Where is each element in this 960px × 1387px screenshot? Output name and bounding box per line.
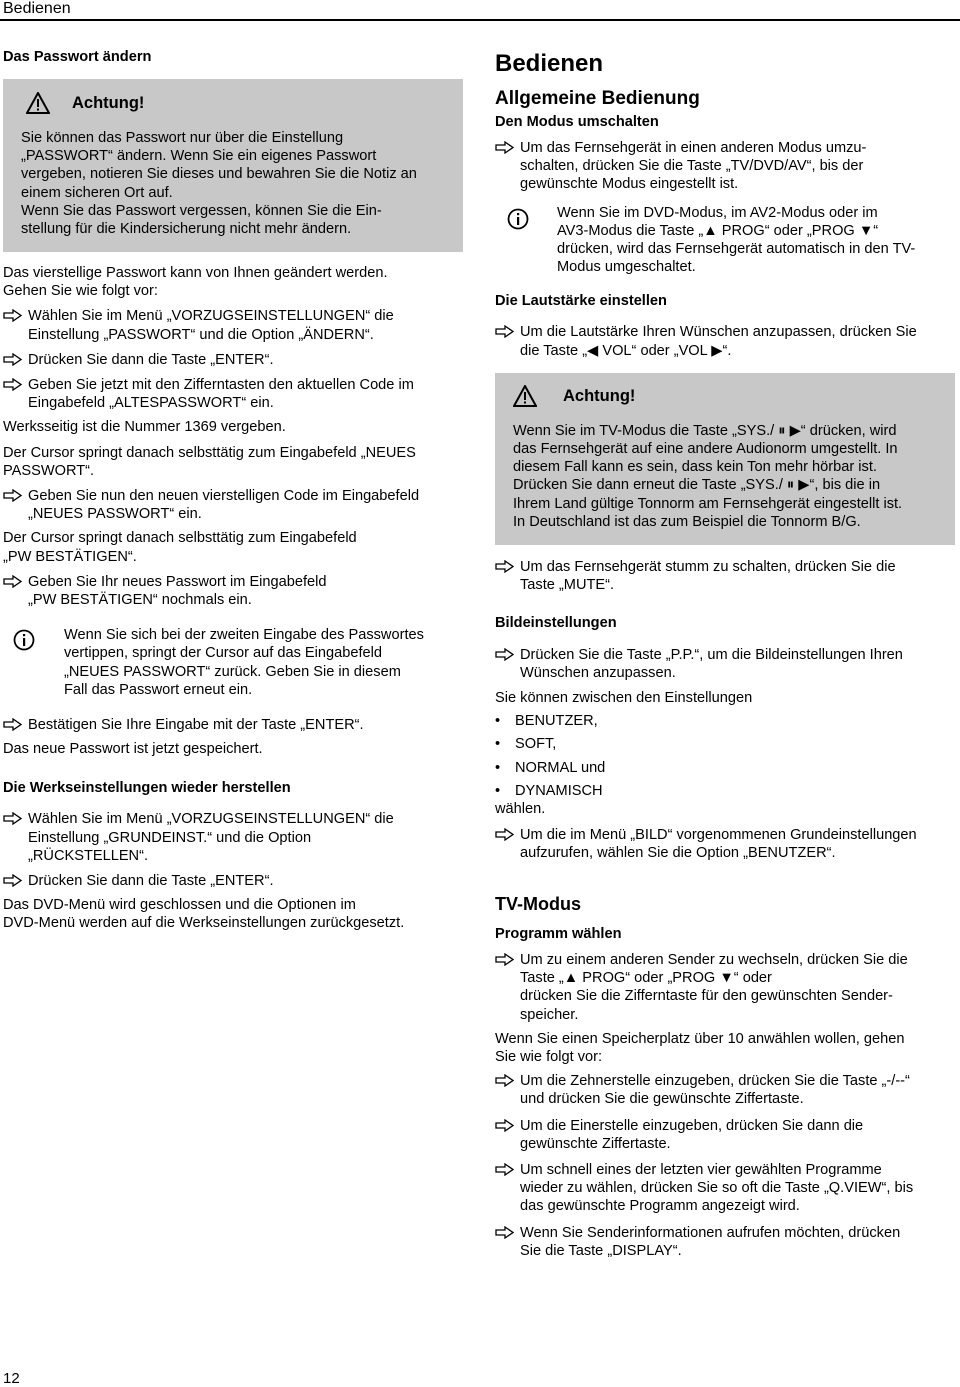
step-confirm-password: Geben Sie Ihr neues Passwort im Eingabefeld „PW BESTÄTIGEN“ nochmals ein. (3, 573, 465, 609)
info-icon (13, 629, 35, 651)
list-item: • NORMAL und (495, 759, 606, 776)
step-reset-select: Wählen Sie im Menü „VORZUGSEINSTELLUNGEN“ die Einstellung „GRUNDEINST.“ und die Option „RÜCKSTELLEN“. (3, 810, 465, 865)
info-note-retry: Wenn Sie sich bei der zweiten Eingabe des Passwortes vertippen, springt der Cursor auf das Eingabefeld „NEUES PASSWORT“ zurück. Geben Sie in diesem Fall das Passwort erneut ein. (3, 626, 465, 699)
info-note-mode: Wenn Sie im DVD-Modus, im AV2-Modus oder im AV3-Modus die Taste „▲ PROG“ oder „PROG ▼“ drücken, wird das Fernsehgerät automatisch in den TV- Modus umgeschaltet. (495, 204, 957, 277)
info-icon (507, 208, 529, 230)
left-column (3, 48, 465, 933)
arrow-right-icon (3, 812, 22, 825)
warning-triangle-icon (513, 385, 537, 407)
intro-paragraph: Das vierstellige Passwort kann von Ihnen geändert werden. Gehen Sie wie folgt vor: (3, 265, 388, 300)
title-mode-switch: Den Modus umschalten (495, 114, 659, 130)
step-program-tens: Um die Zehnerstelle einzugeben, drücken Sie die Taste „-/--“ und drücken Sie die gewünschte Ziffertaste. (495, 1072, 957, 1108)
warning-triangle-icon (26, 92, 50, 114)
step-enter-new-code: Geben Sie nun den neuen vierstelligen Code im Eingabefeld „NEUES PASSWORT“ ein. (3, 487, 465, 523)
warning-heading: Achtung! (26, 92, 144, 114)
title-program: Programm wählen (495, 925, 622, 942)
step-picture: Drücken Sie die Taste „P.P.“, um die Bildeinstellungen Ihren Wünschen anzupassen. (495, 646, 957, 682)
note-cursor-new: Der Cursor springt danach selbsttätig zum Eingabefeld „NEUES PASSWORT“. (3, 444, 416, 479)
arrow-right-icon (3, 309, 22, 322)
note-reset: Das DVD-Menü wird geschlossen und die Optionen im DVD-Menü werden auf die Werkseinstellungen zurückgesetzt. (3, 897, 405, 932)
page-number: 12 (3, 1370, 20, 1387)
subheading-general: Allgemeine Bedienung (495, 88, 700, 109)
arrow-right-icon (495, 1163, 514, 1176)
step-reset-enter: Drücken Sie dann die Taste „ENTER“. (3, 872, 465, 890)
picture-intro: Sie können zwischen den Einstellungen (495, 689, 753, 706)
arrow-right-icon (3, 874, 22, 887)
step-program-units: Um die Einerstelle einzugeben, drücken Sie dann die gewünschte Ziffertaste. (495, 1117, 957, 1153)
arrow-right-icon (3, 353, 22, 366)
arrow-right-icon (3, 378, 22, 391)
arrow-right-icon (495, 648, 514, 661)
program-note: Wenn Sie einen Speicherplatz über 10 anwählen wollen, gehen Sie wie folgt vor: (495, 1030, 905, 1065)
section-title-reset: Die Werkseinstellungen wieder herstellen (3, 780, 291, 797)
step-enter-old-code: Geben Sie jetzt mit den Zifferntasten den aktuellen Code im Eingabefeld „ALTESPASSWORT“ ein. (3, 376, 465, 412)
warning-heading: Achtung! (513, 385, 635, 407)
step-program-qview: Um schnell eines der letzten vier gewählten Programme wieder zu wählen, drücken Sie so oft die Taste „Q.VIEW“, bis das gewünschte Programm angezeigt wird. (495, 1161, 957, 1216)
step-mode-switch: Um das Fernsehgerät in einen anderen Modus umzu- schalten, drücken Sie die Taste „TV/DVD/AV“, bis der gewünschte Modus eingestellt ist. (495, 139, 957, 194)
step-mute: Um das Fernsehgerät stumm zu schalten, drücken Sie die Taste „MUTE“. (495, 558, 957, 594)
section-title-password: Das Passwort ändern (3, 49, 152, 65)
list-item: • BENUTZER, (495, 712, 598, 729)
title-picture: Bildeinstellungen (495, 615, 617, 632)
arrow-right-icon (495, 1074, 514, 1087)
page-header-title: Bedienen (3, 0, 71, 17)
warning-text: Wenn Sie im TV-Modus die Taste „SYS./ ⏸ ▶“ drücken, wird das Fernsehgerät auf eine andere Audionorm umgestellt. In diesem Fall kann es sein, dass kein Ton mehr hörbar ist. Drücken Sie dann erneut die Taste „SYS./ ⏸ ▶“, bis die in Ihrem Land gültige Tonnorm am Fernsehgerät eingestellt ist. In Deutschland ist das zum Beispiel die Tonnorm B/G. (513, 422, 903, 530)
warning-text: Sie können das Passwort nur über die Einstellung „PASSWORT“ ändern. Wenn Sie ein eigenes Passwort vergeben, notieren Sie dieses und bewahren Sie die Notiz an einem sicheren Ort auf. Wenn Sie das Passwort vergessen, können Sie die Ein- stellung für die Kindersicherung nicht mehr ändern. (21, 130, 417, 238)
arrow-right-icon (495, 141, 514, 154)
warning-box-password (3, 79, 463, 252)
step-select-password: Wählen Sie im Menü „VORZUGSEINSTELLUNGEN“ die Einstellung „PASSWORT“ und die Option „ÄNDERN“. (3, 307, 465, 343)
arrow-right-icon (495, 953, 514, 966)
note-cursor-confirm: Der Cursor springt danach selbsttätig zum Eingabefeld „PW BESTÄTIGEN“. (3, 530, 357, 565)
arrow-right-icon (3, 718, 22, 731)
arrow-right-icon (495, 325, 514, 338)
arrow-right-icon (495, 560, 514, 573)
step-picture-defaults: Um die im Menü „BILD“ vorgenommenen Grundeinstellungen aufzurufen, wählen Sie die Option „BENUTZER“. (495, 826, 957, 862)
step-program-change: Um zu einem anderen Sender zu wechseln, drücken Sie die Taste „▲ PROG“ oder „PROG ▼“ oder drücken Sie die Zifferntaste für den gewünschten Sender- speicher. (495, 951, 957, 1024)
arrow-right-icon (3, 575, 22, 588)
step-program-display: Wenn Sie Senderinformationen aufrufen möchten, drücken Sie die Taste „DISPLAY“. (495, 1224, 957, 1260)
list-item: • DYNAMISCH (495, 783, 603, 800)
list-item: • SOFT, (495, 736, 557, 753)
step-volume: Um die Lautstärke Ihren Wünschen anzupassen, drücken Sie die Taste „◀ VOL“ oder „VOL ▶“. (495, 323, 957, 359)
arrow-right-icon (495, 1226, 514, 1239)
header-rule (0, 19, 960, 21)
step-press-enter: Drücken Sie dann die Taste „ENTER“. (3, 351, 465, 369)
arrow-right-icon (495, 828, 514, 841)
arrow-right-icon (3, 489, 22, 502)
warning-box-audio (495, 373, 955, 545)
heading-tv-mode: TV-Modus (495, 893, 581, 914)
title-volume: Die Lautstärke einstellen (495, 293, 667, 310)
picture-options-list (495, 712, 957, 801)
section-heading-bedienen: Bedienen (495, 50, 604, 77)
note-default-code: Werksseitig ist die Nummer 1369 vergeben. (3, 419, 286, 436)
arrow-right-icon (495, 1119, 514, 1132)
step-confirm-enter: Bestätigen Sie Ihre Eingabe mit der Taste „ENTER“. (3, 716, 465, 734)
right-column (495, 50, 957, 1260)
picture-outro: wählen. (495, 801, 546, 818)
note-saved: Das neue Passwort ist jetzt gespeichert. (3, 741, 263, 758)
